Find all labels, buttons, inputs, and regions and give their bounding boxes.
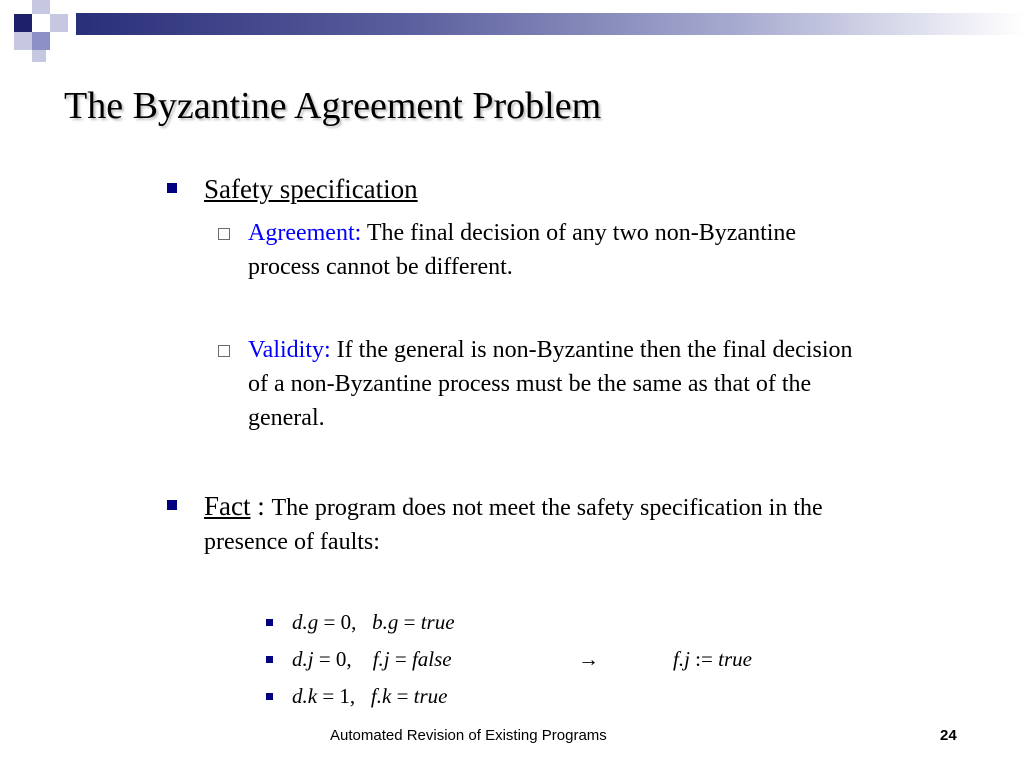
hollow-square-bullet-icon xyxy=(218,228,230,240)
action-assign: = 0, xyxy=(313,647,352,671)
action-eq: = xyxy=(389,647,412,671)
action-value: true xyxy=(718,647,752,671)
action-var: d.g xyxy=(292,610,319,634)
slide-title: The Byzantine Agreement Problem xyxy=(64,85,602,127)
fact-text: The program does not meet the safety specification in the xyxy=(271,495,823,521)
action-value: false xyxy=(411,647,452,671)
action-var: d.k xyxy=(292,684,318,708)
action-assign-op: := xyxy=(689,647,719,671)
action-eq: = xyxy=(391,684,414,708)
action-item xyxy=(292,645,452,673)
bullet-fact xyxy=(204,489,984,559)
subitem-text: If the general is non-Byzantine then the final decision xyxy=(330,337,853,363)
square-bullet-icon xyxy=(167,183,177,193)
subitem-text: The final decision of any two non-Byzantine xyxy=(361,220,797,246)
subitem-agreement xyxy=(248,216,978,284)
fact-line: presence of faults: xyxy=(204,529,380,555)
fact-colon: : xyxy=(250,491,272,521)
action-var: b.g xyxy=(372,610,399,634)
right-arrow-icon: → xyxy=(578,647,599,671)
footer-text: Automated Revision of Existing Programs xyxy=(330,727,607,744)
subitem-line: of a non-Byzantine process must be the same as that of the xyxy=(248,371,812,397)
subitem-label: Agreement: xyxy=(248,220,362,246)
bullet-heading: Safety specification xyxy=(204,174,418,204)
small-square-bullet-icon xyxy=(266,619,273,626)
action-arrow xyxy=(578,645,599,673)
action-var: f.j xyxy=(372,647,390,671)
hollow-square-bullet-icon xyxy=(218,345,230,357)
action-item xyxy=(292,608,455,636)
fact-line xyxy=(204,489,984,525)
action-assign: = 0, xyxy=(318,610,357,634)
action-eq: = xyxy=(398,610,421,634)
action-value: true xyxy=(413,684,448,708)
subitem-line xyxy=(248,333,988,367)
subitem-line xyxy=(248,216,978,250)
subitem-line: general. xyxy=(248,405,325,431)
action-assign: = 1, xyxy=(317,684,356,708)
subitem-validity xyxy=(248,333,988,435)
action-result xyxy=(673,645,752,673)
action-item xyxy=(292,682,448,710)
square-bullet-icon xyxy=(167,500,177,510)
subitem-label: Validity: xyxy=(248,337,331,363)
bullet-heading: Fact xyxy=(204,491,251,521)
page-number: 24 xyxy=(940,727,957,744)
bullet-safety-specification xyxy=(204,172,418,206)
action-var: f.k xyxy=(370,684,392,708)
action-var: f.j xyxy=(673,647,690,671)
action-value: true xyxy=(420,610,455,634)
subitem-line: process cannot be different. xyxy=(248,254,513,280)
small-square-bullet-icon xyxy=(266,693,273,700)
action-var: d.j xyxy=(292,647,314,671)
small-square-bullet-icon xyxy=(266,656,273,663)
